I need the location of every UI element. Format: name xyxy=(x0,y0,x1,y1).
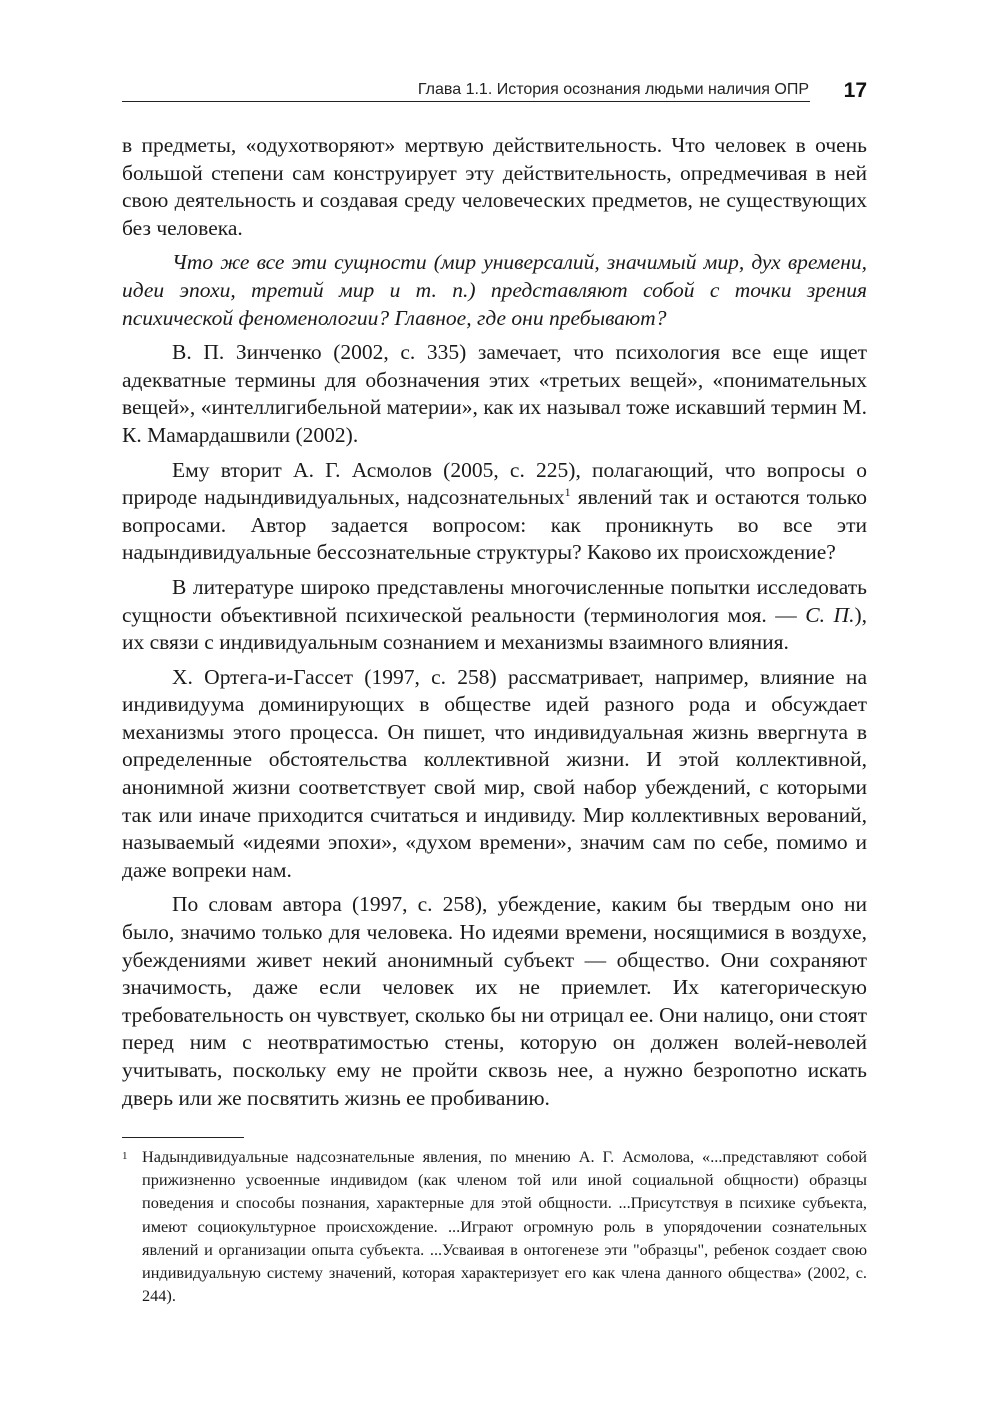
paragraph-5 xyxy=(122,574,867,657)
footnote-reference: 1 xyxy=(564,484,571,499)
footnote xyxy=(122,1145,867,1307)
paragraph-3: В. П. Зинченко (2002, с. 335) замечает, что психология все еще ищет адекватные термины для обозначения этих «третьих вещей», «понимательных вещей», «интеллигибельной материи», как их называл тоже искавший термин М. К. Мамардашвили (2002). xyxy=(122,340,867,447)
paragraph-5-part-a: В литературе широко представлены многочисленные попытки исследовать сущности объективной психической реальности (терминология моя. — xyxy=(122,574,867,627)
paragraph-2-question: Что же все эти сущности (мир универсалий, значимый мир, дух времени, идеи эпохи, третий мир и т. п.) представляют собой с точки зрения психической феноменологии? Главное, где они пребывают? xyxy=(122,250,867,330)
paragraph-1: в предметы, «одухотворяют» мертвую действительность. Что человек в очень большой степени сам конструирует эту действительность, опредмечивая в ней свою деятельность и создавая среду человеческих предметов, не существующих без человека. xyxy=(122,133,867,240)
footnote-rule xyxy=(122,1137,244,1138)
page-header xyxy=(122,75,867,103)
footnote-mark: 1 xyxy=(122,1150,128,1162)
paragraph-7: По словам автора (1997, с. 258), убеждение, каким бы твердым оно ни было, значимо только для человека. Но идеями времени, носящимися в воздухе, убеждениями живет некий анонимный субъект — общество. Они сохраняют значимость, даже если человек их не приемлет. Их категорическую требовательность он чувствует, сколько бы ни отрицал ее. Они налицо, они стоят перед ним с неотвратимостью стены, которую он должен волей-неволей учитывать, поскольку ему не пройти сквозь нее, а нужно безропотно искать дверь или же посвятить жизнь ее пробиванию. xyxy=(122,892,867,1110)
footnote-text: Надындивидуальные надсознательные явления, по мнению А. Г. Асмолова, «...представляют собой прижизненно усвоенные индивидом (как членом той или иной социальной общности) образцы поведения и способы познания, характерные для этой общности. ...Присутствуя в психике субъекта, имеют социокультурное происхождение. ...Играют огромную роль в упорядочении сознательных явлений и организации опыта субъекта. ...Усваивая в онтогенезе эти "образцы", ребенок создает свою индивидуальную систему значений, которая характеризует его как члена данного общества» (2002, с. 244). xyxy=(142,1147,867,1306)
running-head: Глава 1.1. История осознания людьми наличия ОПР xyxy=(417,81,809,98)
author-initials: С. П. xyxy=(805,602,855,627)
page-number: 17 xyxy=(843,79,867,102)
paragraph-4-part-a: Ему вторит А. Г. Асмолов (2005, с. 225), полагающий, что вопросы о природе надындивидуальных, надсознательных xyxy=(122,457,867,510)
paragraph-6: Х. Ортега-и-Гассет (1997, с. 258) рассматривает, например, влияние на индивидуума доминирующих в обществе идей разного рода и обсуждает механизмы этого процесса. Он пишет, что индивидуальная жизнь ввергнута в определенные обстоятельства коллективной жизни. И этой коллективной, анонимной жизни соответствует свой мир, свой набор убеждений, с которыми так или иначе приходится считаться и индивиду. Мир коллективных верований, называемый «идеями эпохи», «духом времени», значим сам по себе, помимо и даже вопреки нам. xyxy=(122,664,867,882)
paragraph-4 xyxy=(122,457,867,567)
main-text xyxy=(122,132,867,1119)
paragraph-5-part-b: ), их связи с индивидуальным сознанием и механизмы взаимного влияния. xyxy=(122,602,867,655)
paragraph-4-part-b: явлений так и остаются только вопросами. Автор задается вопросом: как проникнуть во все эти надындивидуальные бессознательные структуры? Каково их происхождение? xyxy=(122,485,867,565)
header-rule xyxy=(122,101,810,102)
